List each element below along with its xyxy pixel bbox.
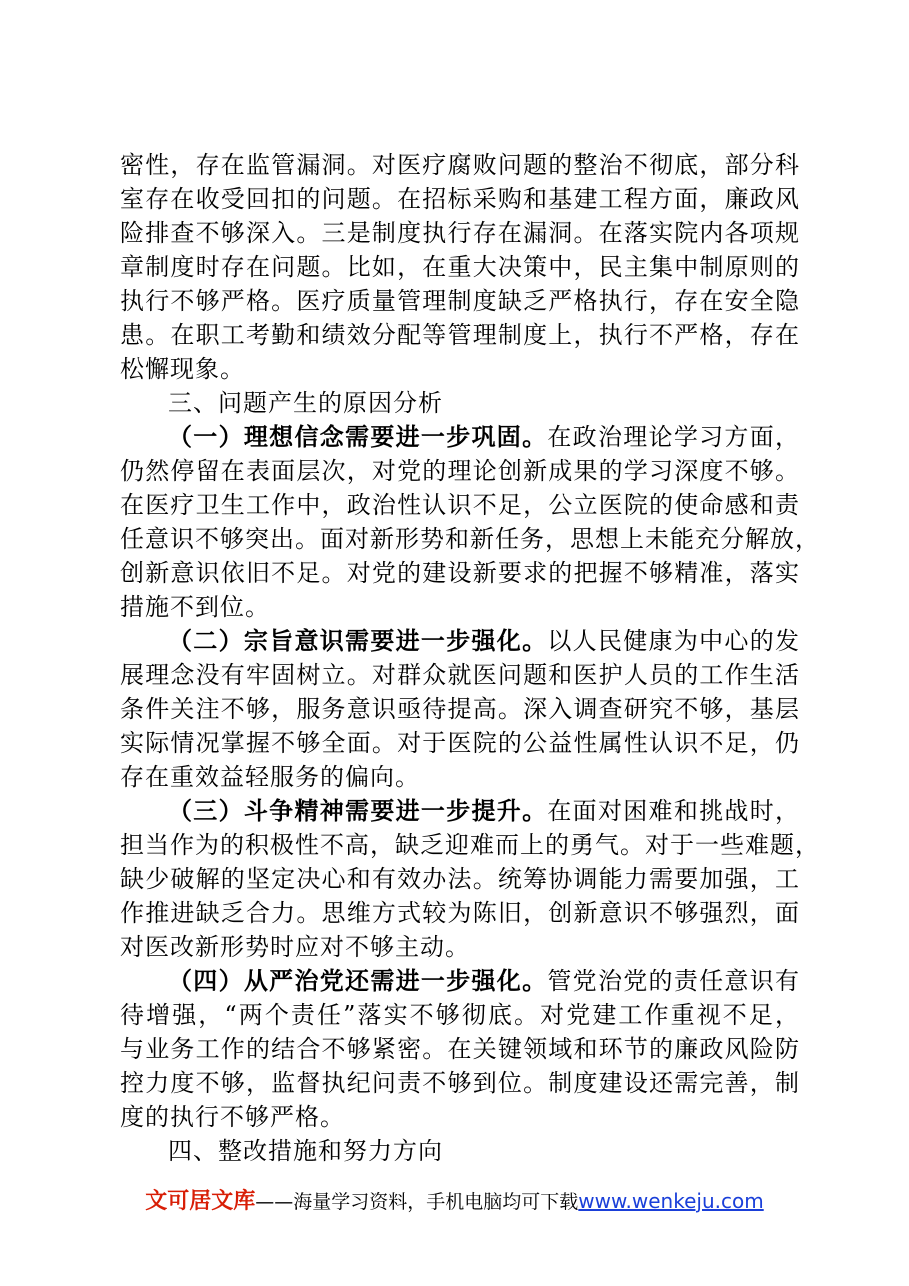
paragraph-line: 创新意识依旧不足。对党的建设新要求的把握不够精准，落实: [120, 559, 800, 587]
paragraph-line: 展理念没有牢固树立。对群众就医问题和医护人员的工作生活: [120, 661, 800, 689]
subsection-one-lead: （一）理想信念需要进一步巩固。: [168, 423, 548, 451]
subsection-two-lead: （二）宗旨意识需要进一步强化。: [168, 627, 548, 655]
paragraph-line: 度的执行不够严格。: [120, 1103, 345, 1131]
subsection-three-text: 在面对困难和挑战时，: [547, 797, 800, 825]
subsection-four-text: 管党治党的责任意识有: [547, 967, 800, 995]
paragraph-line: 松懈现象。: [120, 355, 245, 383]
paragraph-line: 章制度时存在问题。比如，在重大决策中，民主集中制原则的: [120, 253, 800, 281]
paragraph-line: 缺少破解的坚定决心和有效办法。统筹协调能力需要加强，工: [120, 865, 800, 893]
subsection-one-first-line: [120, 420, 800, 454]
paragraph-line: 室存在收受回扣的问题。在招标采购和基建工程方面，廉政风: [120, 185, 800, 213]
paragraph-line: 任意识不够突出。面对新形势和新任务，思想上未能充分解放，: [120, 525, 820, 553]
subsection-three-first-line: [120, 794, 800, 828]
paragraph-line: 险排查不够深入。三是制度执行存在漏洞。在落实院内各项规: [120, 219, 800, 247]
paragraph-line: 患。在职工考勤和绩效分配等管理制度上，执行不严格，存在: [120, 321, 800, 349]
subsection-two-first-line: [120, 624, 800, 658]
section-heading-three: 三、问题产生的原因分析: [168, 389, 443, 417]
document-body: [120, 148, 820, 1168]
subsection-three-lead: （三）斗争精神需要进一步提升。: [168, 797, 548, 825]
paragraph-line: 担当作为的积极性不高，缺乏迎难而上的勇气。对于一些难题，: [120, 831, 820, 859]
subsection-two-text: 以人民健康为中心的发: [547, 627, 800, 655]
subsection-four-first-line: [120, 964, 800, 998]
paragraph-line: 作推进缺乏合力。思维方式较为陈旧，创新意识不够强烈，面: [120, 899, 800, 927]
paragraph-line: 与业务工作的结合不够紧密。在关键领域和环节的廉政风险防: [120, 1035, 800, 1063]
footer-slogan: ——海量学习资料，手机电脑均可下载: [255, 1191, 579, 1213]
paragraph-line: 实际情况掌握不够全面。对于医院的公益性属性认识不足，仍: [120, 729, 800, 757]
paragraph-line: 执行不够严格。医疗质量管理制度缺乏严格执行，存在安全隐: [120, 287, 800, 315]
paragraph-line: 条件关注不够，服务意识亟待提高。深入调查研究不够，基层: [120, 695, 800, 723]
paragraph-line: 对医改新形势时应对不够主动。: [120, 933, 470, 961]
subsection-one-text: 在政治理论学习方面，: [547, 423, 800, 451]
paragraph-line: 措施不到位。: [120, 593, 270, 621]
paragraph-line: 仍然停留在表面层次，对党的理论创新成果的学习深度不够。: [120, 457, 800, 485]
paragraph-line: 在医疗卫生工作中，政治性认识不足，公立医院的使命感和责: [120, 491, 800, 519]
footer-brand: 文可居文库: [145, 1189, 256, 1214]
paragraph-line: 控力度不够，监督执纪问责不够到位。制度建设还需完善，制: [120, 1069, 800, 1097]
paragraph-line: 存在重效益轻服务的偏向。: [120, 763, 420, 791]
subsection-four-lead: （四）从严治党还需进一步强化。: [168, 967, 548, 995]
paragraph-line: 待增强，“两个责任”落实不够彻底。对党建工作重视不足，: [120, 1001, 800, 1029]
section-heading-four: 四、整改措施和努力方向: [168, 1137, 443, 1165]
footer-banner: [0, 1184, 909, 1215]
footer-link[interactable]: www.wenkeju.com: [578, 1189, 764, 1213]
paragraph-line: 密性，存在监管漏洞。对医疗腐败问题的整治不彻底，部分科: [120, 151, 800, 179]
